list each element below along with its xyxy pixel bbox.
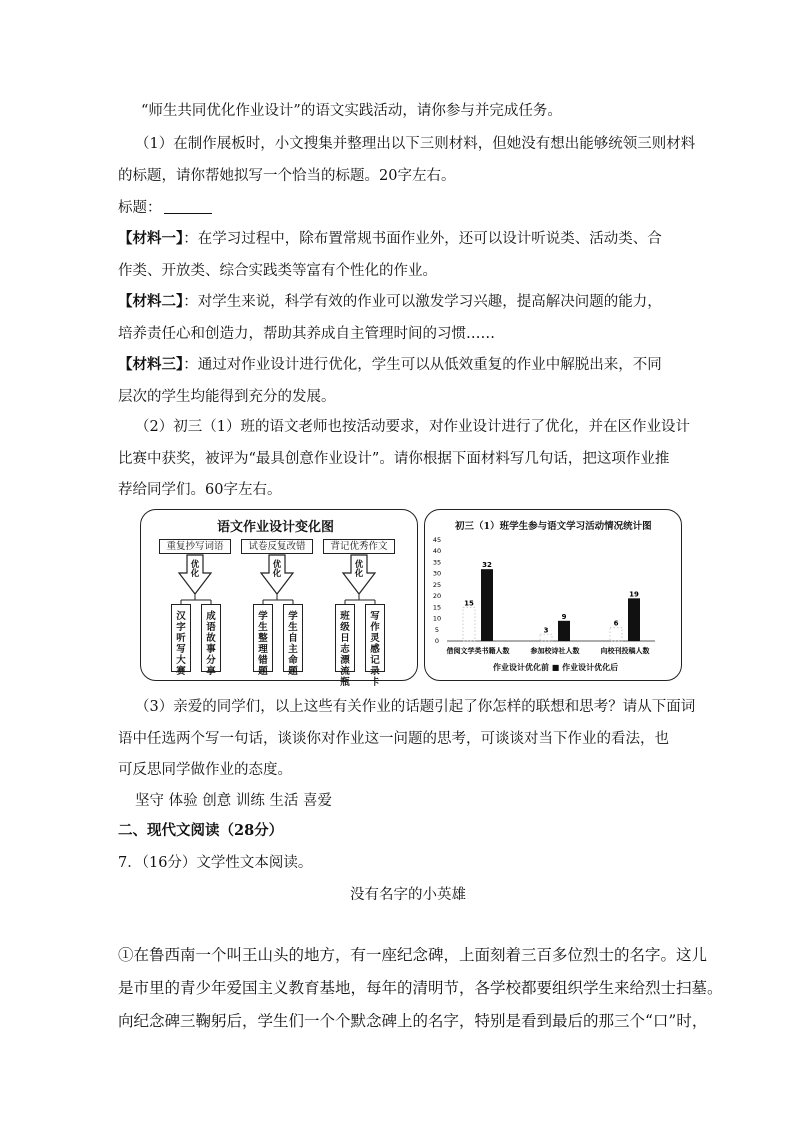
material-1-line1	[118, 229, 662, 249]
material-2-tag: 【材料二】	[118, 293, 184, 310]
y-tick-label: 25	[432, 580, 442, 589]
material-3-text: ：通过对作业设计进行优化，学生可以从低效重复的作业中解脱出来，不同	[183, 357, 662, 373]
q1-line1: （1）在制作展板时，小文搜集并整理出以下三则材料，但她没有想出能够统领三则材料	[135, 136, 696, 152]
diagram-panel	[140, 509, 418, 688]
y-tick-label: 5	[434, 625, 440, 634]
optimize-label-3: 优化	[354, 560, 364, 579]
bar-chart	[425, 510, 681, 680]
bar-value-label: 15	[464, 599, 474, 608]
after-box-2a: 学生整理错题	[253, 604, 273, 672]
after-box-3a: 班级日志漂流瓶	[335, 604, 355, 672]
q7-text: 7．（16分）文学性文本阅读。	[118, 855, 313, 871]
q3-line3: 可反思同学做作业的态度。	[118, 762, 292, 778]
q1-line2: 的标题，请你帮她拟写一个恰当的标题。20字左右。	[118, 168, 456, 184]
optimize-label-1: 优化	[190, 560, 200, 579]
chart-panel	[424, 509, 682, 681]
y-tick-label: 45	[432, 536, 442, 544]
material-1-text: ：在学习过程中，除布置常规书面作业外，还可以设计听说类、活动类、合	[183, 231, 662, 247]
before-box-3: 背记优秀作文	[323, 539, 395, 554]
material-3-tag: 【材料三】	[118, 356, 184, 373]
after-box-2b: 学生自主命题	[283, 604, 303, 672]
section-heading: 二、现代文阅读（28分）	[118, 822, 284, 839]
y-tick-label: 40	[432, 547, 442, 556]
word-list: 坚守 体验 创意 训练 生活 喜爱	[135, 793, 333, 809]
y-tick-label: 30	[432, 569, 442, 578]
bar-value-label: 19	[629, 590, 639, 599]
intro-text: “师生共同优化作业设计”的语文实践活动，请你参与并完成任务。	[141, 103, 562, 119]
title-label: 标题：	[118, 200, 162, 216]
chart-title: 初三（1）班学生参与语文学习活动情况统计图	[455, 521, 652, 532]
bar-value-label: 6	[613, 619, 619, 628]
story-line3: 向纪念碑三鞠躬后，学生们一个个默念碑上的名字，特别是看到最后的那三个“口”时，	[118, 1012, 708, 1030]
bar-before	[540, 634, 552, 641]
q2-line3: 荐给同学们。60字左右。	[118, 482, 282, 498]
y-tick-label: 0	[434, 637, 440, 645]
bar-value-label: 32	[482, 561, 492, 570]
before-box-1: 重复抄写词语	[159, 539, 231, 554]
material-2-text: ：对学生来说，科学有效的作业可以激发学习兴趣，提高解决问题的能力，	[183, 294, 662, 310]
optimize-label-2: 优化	[272, 560, 282, 579]
bar-after	[481, 569, 493, 641]
bar-after	[628, 598, 640, 641]
category-label: 参加校诗社人数	[530, 646, 580, 655]
chart-legend: 作业设计优化前 ■ 作业设计优化后	[493, 662, 619, 672]
material-1-line2: 作类、开放类、综合实践类等富有个性化的作业。	[118, 263, 437, 279]
y-tick-label: 35	[432, 558, 442, 567]
material-3-line1	[118, 355, 662, 375]
bar-value-label: 3	[543, 626, 549, 635]
y-tick-label: 10	[432, 614, 442, 623]
q2-line2: 比赛中获奖，被评为“最具创意作业设计”。请你根据下面材料写几句话，把这项作业推	[118, 451, 670, 467]
material-2-line1	[118, 292, 662, 312]
category-label: 向校刊投稿人数	[600, 646, 650, 655]
y-tick-label: 20	[432, 592, 442, 601]
material-2-line2: 培养责任心和创造力，帮助其养成自主管理时间的习惯……	[118, 326, 495, 342]
y-tick-label: 15	[432, 603, 442, 612]
after-box-3b: 写作灵感记录卡	[365, 604, 385, 672]
material-1-tag: 【材料一】	[118, 230, 184, 247]
answer-blank[interactable]	[164, 199, 212, 214]
after-box-1b: 成语故事分享	[201, 604, 221, 672]
bar-after	[558, 621, 570, 641]
story-title: 没有名字的小英雄	[350, 887, 466, 903]
after-box-1a: 汉字听写大赛	[171, 604, 191, 672]
material-3-line2: 层次的学生均能得到充分的发展。	[118, 389, 336, 405]
q2-line1: （2）初三（1）班的语文老师也按活动要求，对作业设计进行了优化，并在区作业设计	[135, 419, 690, 435]
story-line1: ①在鲁西南一个叫王山头的地方，有一座纪念碑，上面刻着三百多位烈士的名字。这儿	[118, 946, 708, 964]
bar-before	[463, 607, 475, 641]
story-line2: 是市里的青少年爱国主义教育基地，每年的清明节，各学校都要组织学生来给烈士扫墓。	[118, 979, 723, 997]
bar-value-label: 9	[561, 612, 567, 621]
before-box-2: 试卷反复改错	[241, 539, 313, 554]
title-answer-line	[118, 198, 212, 218]
q3-line1: （3）亲爱的同学们，以上这些有关作业的话题引起了你怎样的联想和思考？请从下面词	[135, 699, 696, 715]
category-label: 借阅文学类书籍人数	[446, 646, 510, 655]
q3-line2: 语中任选两个写一句话，谈谈你对作业这一问题的思考，可谈谈对当下作业的看法，也	[118, 731, 669, 747]
diagram-title: 语文作业设计变化图	[217, 520, 335, 535]
bar-before	[610, 628, 622, 641]
